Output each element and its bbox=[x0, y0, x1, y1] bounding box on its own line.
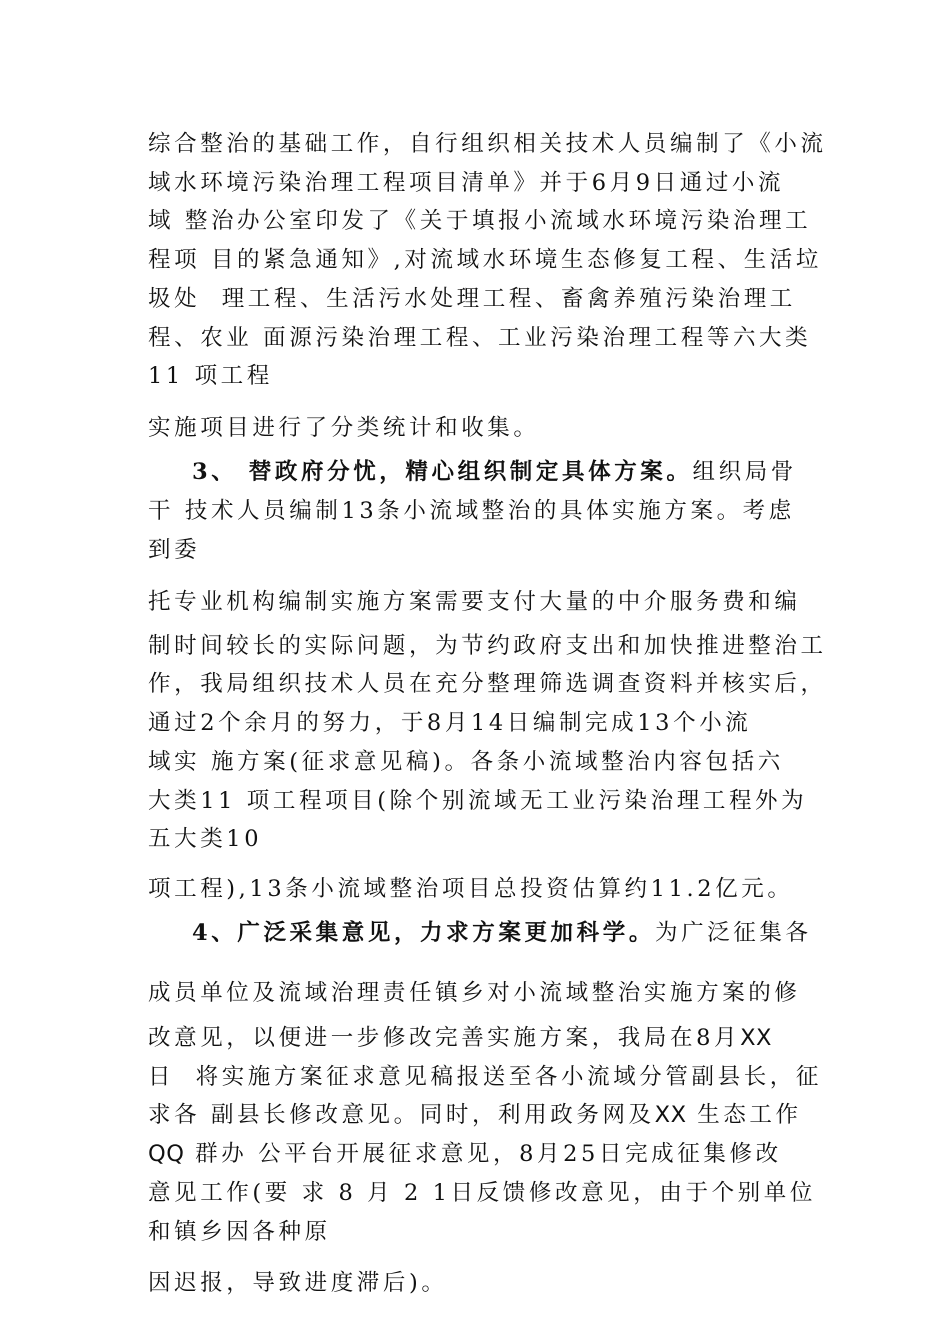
text-line: 域水环境污染治理工程项目清单》并于6月9日通过小流 bbox=[148, 170, 785, 196]
text-line: 域实 施方案(征求意见稿)。各条小流域整治内容包括六 bbox=[148, 749, 784, 775]
text-line: 实施项目进行了分类统计和收集。 bbox=[148, 415, 540, 441]
text-line: 到委 bbox=[148, 537, 201, 563]
text-fragment: 求各 副县长修改意见。同时，利用政务网及 bbox=[148, 1102, 655, 1128]
text-line: 托专业机构编制实施方案需要支付大量的中介服务费和编 bbox=[148, 589, 801, 615]
section-4-heading-rest: 为广泛征集各 bbox=[654, 920, 812, 946]
text-line: 因迟报，导致进度滞后)。 bbox=[148, 1270, 448, 1296]
text-fragment: 改意见，以便进一步修改完善实施方案，我局在8月 bbox=[148, 1025, 741, 1051]
text-line: 干 技术人员编制13条小流域整治的具体实施方案。考虑 bbox=[148, 498, 795, 524]
text-line: 域 整治办公室印发了《关于填报小流域水环境污染治理工 bbox=[148, 208, 812, 234]
text-line: 11 项工程 bbox=[148, 363, 273, 389]
placeholder-xx: XX bbox=[740, 1025, 772, 1051]
text-line: 成员单位及流域治理责任镇乡对小流域整治实施方案的修 bbox=[148, 980, 801, 1006]
text-line: 综合整治的基础工作，自行组织相关技术人员编制了《小流 bbox=[148, 131, 827, 157]
section-4-heading-line bbox=[192, 922, 812, 945]
text-line: 制时间较长的实际问题，为节约政府支出和加快推进整治工 bbox=[148, 633, 827, 659]
section-3-heading: 3、 替政府分忧，精心组织制定具体方案。 bbox=[192, 459, 693, 485]
text-line: 五大类10 bbox=[148, 826, 263, 852]
text-line bbox=[148, 1104, 802, 1127]
text-fragment: 群办 公平台开展征求意见，8月25日完成征集修改 bbox=[184, 1141, 782, 1167]
text-line: 意见工作(要 求 8 月 2 1日反馈修改意见，由于个别单位 bbox=[148, 1180, 816, 1206]
section-4-heading: 4、广泛采集意见，力求方案更加科学。 bbox=[192, 920, 655, 946]
text-line: 通过2个余月的努力，于8月14日编制完成13个小流 bbox=[148, 710, 752, 736]
text-line: 项工程),13条小流域整治项目总投资估算约11.2亿元。 bbox=[148, 876, 794, 902]
section-3-heading-rest: 组织局骨 bbox=[692, 459, 797, 485]
text-line: 和镇乡因各种原 bbox=[148, 1219, 331, 1245]
text-fragment: 生态工作 bbox=[686, 1102, 802, 1128]
text-line: 大类11 项工程项目(除个别流域无工业污染治理工程外为 bbox=[148, 788, 808, 814]
text-line bbox=[148, 1027, 772, 1050]
text-line: 圾处 理工程、生活污水处理工程、畜禽养殖污染治理工 bbox=[148, 286, 796, 312]
qq-text: QQ bbox=[148, 1141, 185, 1167]
text-line: 作，我局组织技术人员在充分整理筛选调查资料并核实后， bbox=[148, 671, 827, 697]
text-line bbox=[148, 1143, 782, 1166]
section-3-heading-line bbox=[192, 461, 797, 484]
placeholder-xx: XX bbox=[654, 1102, 687, 1128]
text-line: 程项 目的紧急通知》,对流域水环境生态修复工程、生活垃 bbox=[148, 247, 823, 273]
text-line: 程、农业 面源污染治理工程、工业污染治理工程等六大类 bbox=[148, 325, 812, 351]
text-line: 日 将实施方案征求意见稿报送至各小流域分管副县长，征 bbox=[148, 1064, 823, 1090]
